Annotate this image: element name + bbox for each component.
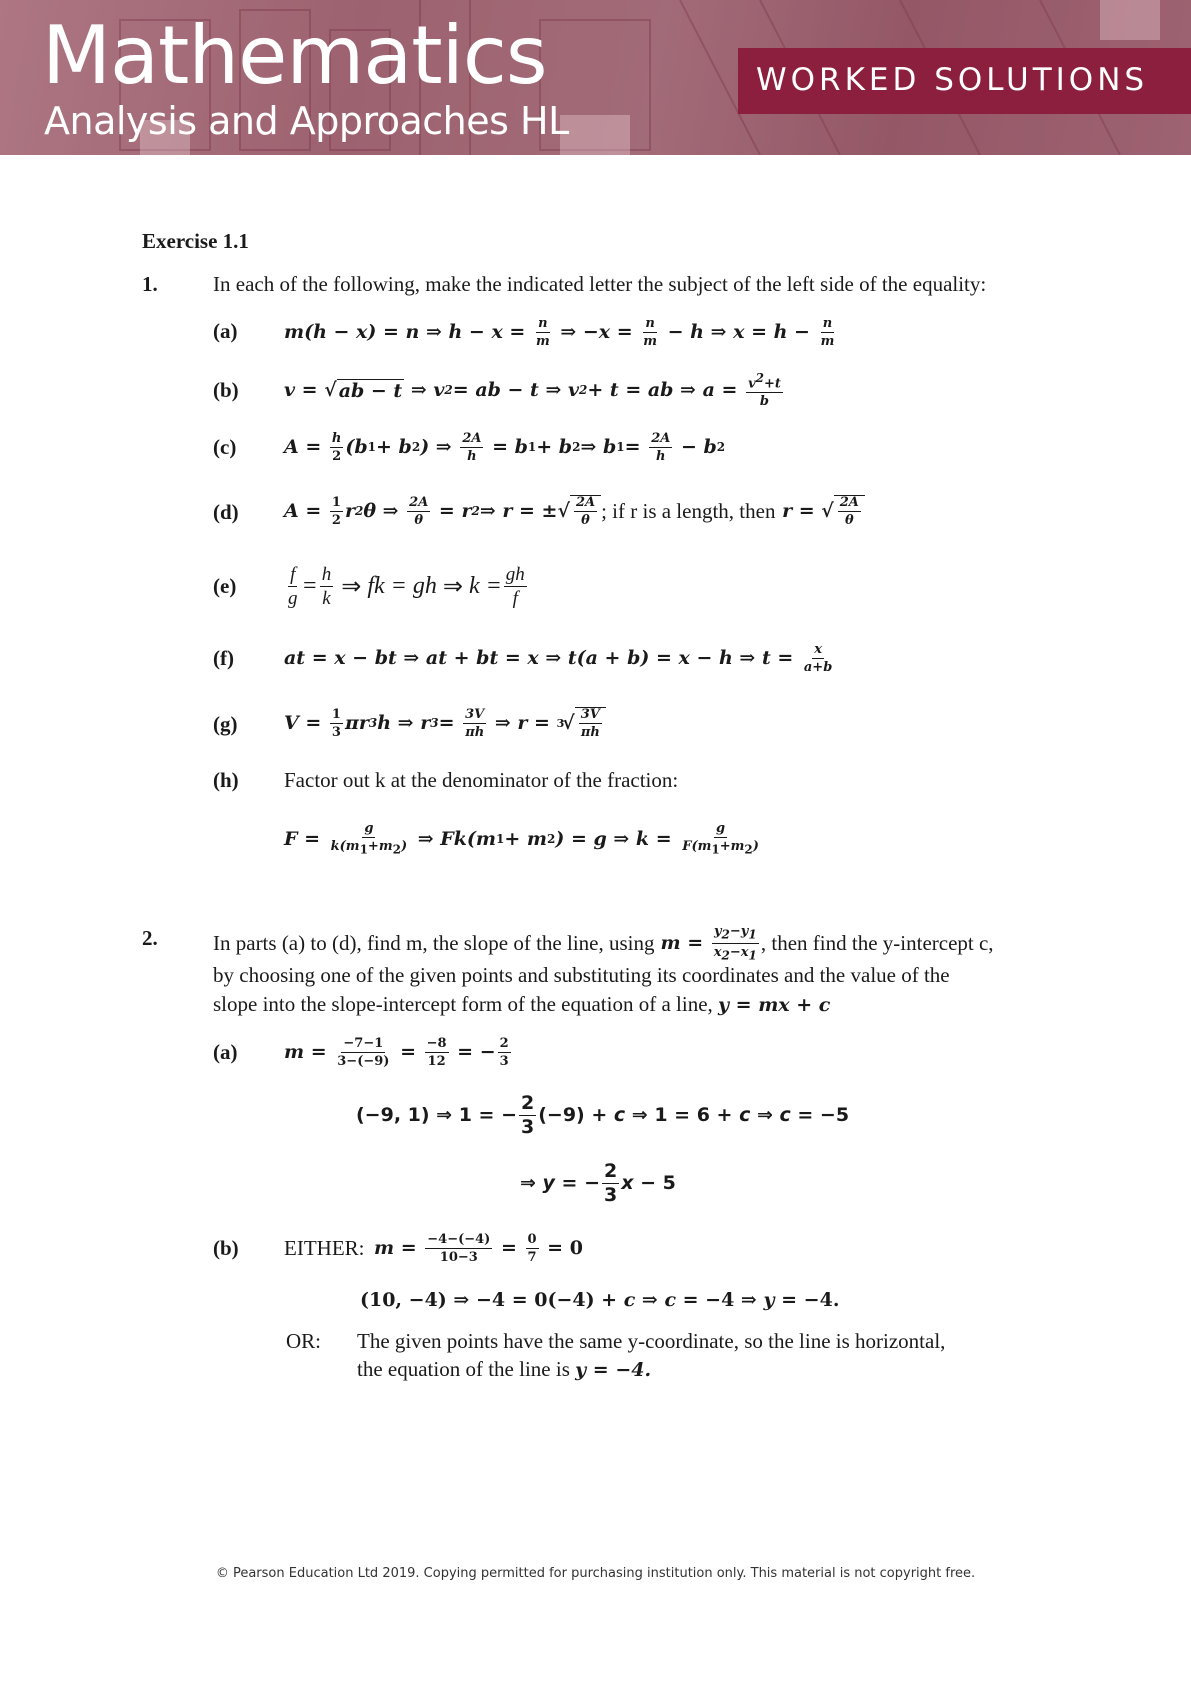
- q2-part-b-or-line-2-text: the equation of the line is: [357, 1357, 570, 1381]
- q1-part-e-label: (e): [213, 574, 237, 598]
- q2-part-b-or-equation: y = −4.: [575, 1359, 652, 1381]
- q1-part-f-equation: at = x − bt ⇒ at + bt = x ⇒ t(a + b) = x − h ⇒ t = $\frac{x}{a+b}$: [284, 641, 833, 675]
- q1-part-d-equation: A = $\frac{1}{2}$ r 2 θ ⇒ $\frac{2A}{\theta}$ = r 2 ⇒ r = ±√ $\frac{2A}{\theta}$ ; if r is a length, then r = √ $\frac{2A}{\theta}$: [284, 488, 865, 534]
- q1-part-c-equation: A = $\frac{h}{2}$ (b 1 + b 2 ) ⇒ $\frac{2A}{h}$ = b 1 + b 2 ⇒ b 1 = $\frac{2A}{h}$ − b 2: [284, 430, 726, 464]
- q2-part-a-intercept: (−9, 1) ⇒ 1 = − $\frac{2}{3}$ (−9) + c ⇒ 1 = 6 + c ⇒ c = −5: [356, 1091, 850, 1138]
- q1-part-h-label: (h): [213, 768, 239, 792]
- page-title: Mathematics: [42, 9, 547, 102]
- q1-part-e-equation: $\frac{f}{g}$ = $\frac{h}{k}$ ⇒ fk = gh ⇒ k = $\frac{gh}{f}$: [288, 563, 525, 609]
- q1-part-g-equation: V = $\frac{1}{3}$ πr 3 h ⇒ r 3 = $\frac{3V}{\pi h}$ ⇒ r = 3 √ $\frac{3V}{\pi h}$: [284, 700, 606, 746]
- q1-part-c-label: (c): [213, 435, 237, 459]
- q2-part-b-intercept: (10, −4) ⇒ −4 = 0(−4) + c ⇒ c = −4 ⇒ y = −4.: [360, 1289, 840, 1311]
- q1-part-b-equation: v = √ ab − t ⇒ v 2 = ab − t ⇒ v 2 + t = ab ⇒ a = $\frac{v^2+t}{b}$: [284, 370, 781, 410]
- question-2-number: 2.: [142, 926, 158, 950]
- q1-part-a-equation: m(h − x) = n ⇒ h − x = $\frac{n}{m}$ ⇒ −x = $\frac{n}{m}$ − h ⇒ x = h − $\frac{n}{m}$: [284, 315, 835, 349]
- slope-intercept-form: y = mx + c: [718, 994, 831, 1016]
- question-2-prompt-line-1: [213, 925, 994, 961]
- q2-part-b-or-line-1: The given points have the same y-coordinate, so the line is horizontal,: [357, 1329, 946, 1353]
- question-2-prompt-line-2: by choosing one of the given points and substituting its coordinates and the value of the: [213, 963, 950, 987]
- worked-solutions-label: WORKED SOLUTIONS: [756, 62, 1149, 98]
- q2-part-b-or-line-2: [357, 1356, 651, 1383]
- q2-part-a-label: (a): [213, 1040, 238, 1064]
- copyright-footer: © Pearson Education Ltd 2019. Copying permitted for purchasing institution only. This material is not copyright free.: [215, 1566, 976, 1581]
- question-2-prompt-line-3: [213, 991, 830, 1018]
- q2-part-b-either: EITHER:: [284, 1236, 365, 1260]
- q1-part-d-label: (d): [213, 500, 239, 524]
- q2-prompt-part-2: , then find the y-intercept c,: [760, 931, 994, 956]
- q1-part-b-label: (b): [213, 378, 239, 402]
- q2-part-a-line-equation: ⇒ y = − $\frac{2}{3}$ x − 5: [520, 1159, 676, 1206]
- q1-part-f-label: (f): [213, 646, 234, 670]
- q2-prompt-line-3-text: slope into the slope-intercept form of the equation of a line,: [213, 992, 713, 1016]
- q1-part-g-label: (g): [213, 712, 238, 736]
- slope-formula: m = $\frac{y_2-y_1}{x_2-x_1}$: [660, 924, 757, 963]
- q2-part-b-or: OR:: [286, 1329, 322, 1353]
- question-1-number: 1.: [142, 272, 158, 296]
- q2-part-a-slope: m = $\frac{-7-1}{3-(-9)}$ = $\frac{-8}{12}$ = − $\frac{2}{3}$: [284, 1035, 509, 1069]
- worked-solutions-badge: [738, 48, 1191, 114]
- exercise-title: Exercise 1.1: [142, 229, 249, 253]
- page-subtitle: Analysis and Approaches HL: [44, 99, 569, 143]
- q1-part-a-label: (a): [213, 319, 238, 343]
- q2-prompt-part-1: In parts (a) to (d), find m, the slope of the line, using: [213, 931, 655, 956]
- q1-part-h-equation: F = $\frac{g}{k(m_1+m_2)}$ ⇒ Fk(m 1 + m 2 ) = g ⇒ k = $\frac{g}{F(m_1+m_2)}$: [284, 821, 759, 857]
- header-banner: [0, 0, 1191, 155]
- q2-part-b-label: (b): [213, 1236, 239, 1260]
- question-1-prompt: In each of the following, make the indicated letter the subject of the left side of the equality:: [213, 272, 987, 296]
- q1-part-d-note: ; if r is a length, then: [601, 498, 776, 523]
- q1-part-h-text: Factor out k at the denominator of the fraction:: [284, 768, 679, 792]
- q2-part-b-slope: m = $\frac{-4-(-4)}{10-3}$ = $\frac{0}{7}$ = 0: [374, 1231, 583, 1265]
